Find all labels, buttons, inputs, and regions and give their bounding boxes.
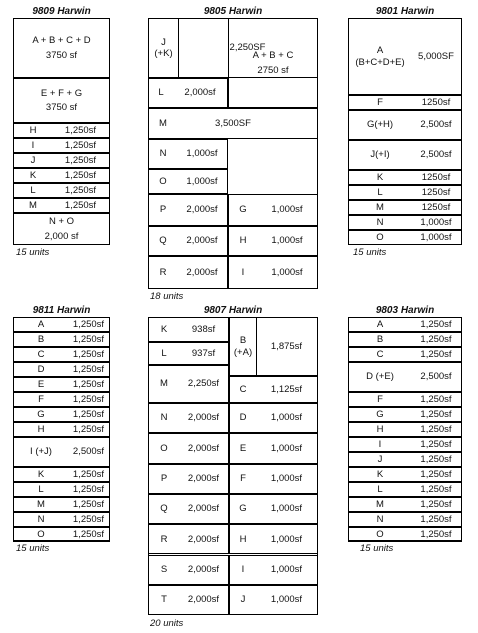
unit-label: M xyxy=(376,201,384,213)
unit-label: H xyxy=(37,423,45,435)
unit-cell xyxy=(229,585,318,615)
unit-label: A (B+C+D+E) xyxy=(355,45,405,68)
unit-label: R xyxy=(160,533,168,545)
unit-cell xyxy=(348,437,462,452)
unit-cell xyxy=(148,169,228,194)
unit-cell xyxy=(13,347,110,362)
unit-cell xyxy=(348,170,462,185)
unit-cell xyxy=(13,437,110,467)
unit-area: 1,250sf xyxy=(72,393,105,405)
unit-area: 1,000sf xyxy=(186,148,218,160)
unit-cell xyxy=(13,198,110,213)
unit-area: 2,000sf xyxy=(187,412,220,424)
unit-area: 1,000sf xyxy=(271,266,303,278)
unit-label: I xyxy=(31,139,35,151)
unit-area: 1,000sf xyxy=(270,594,303,606)
unit-cell xyxy=(13,332,110,347)
unit-label: D (+E) xyxy=(366,371,394,383)
title-9803: 9803 Harwin xyxy=(375,305,435,316)
unit-cell xyxy=(348,332,462,347)
units-count-9807: 20 units xyxy=(150,618,184,629)
unit-label: H xyxy=(29,124,37,136)
unit-cell xyxy=(13,123,110,138)
unit-cell xyxy=(13,422,110,437)
title-9809: 9809 Harwin xyxy=(32,6,91,17)
unit-label: N xyxy=(376,513,384,525)
unit-cell xyxy=(228,256,318,289)
unit-label: J(+I) xyxy=(370,149,390,161)
unit-label: F xyxy=(38,393,44,405)
unit-label: Q xyxy=(159,235,167,247)
unit-cell xyxy=(229,433,318,463)
unit-area: 1,000sf xyxy=(270,412,303,424)
unit-cell xyxy=(348,452,462,467)
unit-area: 1,000sf xyxy=(270,533,303,545)
unit-area: 1,250sf xyxy=(72,333,105,345)
unit-label: C xyxy=(376,348,384,360)
unit-cell xyxy=(148,585,229,615)
unit-area: 1,250sf xyxy=(420,393,452,405)
unit-cell xyxy=(229,555,318,585)
unit-area: 2,000sf xyxy=(184,87,216,99)
unit-area: 2,250SF xyxy=(229,42,266,54)
unit-label: J xyxy=(377,453,383,465)
unit-label: O xyxy=(160,442,168,454)
title-9807: 9807 Harwin xyxy=(203,305,263,316)
unit-label: S xyxy=(160,563,168,575)
unit-cell xyxy=(13,512,110,527)
unit-area: 938sf xyxy=(191,323,216,335)
unit-area: 1250sf xyxy=(421,171,451,183)
unit-cell xyxy=(13,153,110,168)
units-count-9801: 15 units xyxy=(353,247,387,258)
unit-area: 1250sf xyxy=(421,96,451,108)
unit-label: M xyxy=(29,199,37,211)
unit-cell xyxy=(148,524,229,554)
unit-area: 1,250sf xyxy=(64,169,97,181)
unit-label: M xyxy=(37,498,45,510)
unit-label: D xyxy=(37,363,45,375)
title-9801: 9801 Harwin xyxy=(375,6,435,17)
unit-cell xyxy=(229,376,318,403)
unit-cell xyxy=(148,464,229,494)
unit-area: 2,000sf xyxy=(187,442,220,454)
unit-area: 2,000sf xyxy=(187,503,220,515)
unit-cell xyxy=(13,407,110,422)
unit-area: 1,250sf xyxy=(64,139,97,151)
unit-cell xyxy=(348,215,462,230)
unit-area: 1,250sf xyxy=(72,498,105,510)
unit-label: N + O xyxy=(48,216,75,228)
unit-area: 1,000sf xyxy=(271,235,303,247)
unit-area: 1,250sf xyxy=(64,199,97,211)
unit-area: 1,250sf xyxy=(72,318,105,330)
unit-area: 2,500sf xyxy=(420,371,452,383)
unit-cell xyxy=(348,497,462,512)
unit-cell xyxy=(13,78,110,123)
unit-area: 1,250sf xyxy=(72,528,105,540)
unit-area: 3750 sf xyxy=(45,102,78,113)
unit-label: L xyxy=(161,347,167,359)
unit-cell xyxy=(13,362,110,377)
unit-label: G xyxy=(239,204,247,216)
unit-cell xyxy=(148,108,318,139)
unit-area: 1,000sf xyxy=(420,231,452,243)
unit-label: G xyxy=(37,408,45,420)
unit-cell xyxy=(229,524,318,554)
unit-cell xyxy=(148,494,229,524)
unit-label: I (+J) xyxy=(30,446,52,458)
unit-label: M xyxy=(159,117,167,129)
unit-cell xyxy=(13,377,110,392)
unit-label: M xyxy=(160,378,168,390)
units-count-9811: 15 units xyxy=(16,543,50,554)
unit-cell xyxy=(13,467,110,482)
unit-label: A xyxy=(376,318,384,330)
units-count-9809: 15 units xyxy=(16,247,50,258)
unit-area: 1,000sf xyxy=(186,175,218,187)
unit-cell xyxy=(13,317,110,332)
unit-area: 1,250sf xyxy=(420,468,452,480)
unit-cell xyxy=(13,482,110,497)
unit-label: N xyxy=(159,148,167,160)
unit-label: P xyxy=(160,473,168,485)
unit-area: 2,000sf xyxy=(187,594,220,606)
unit-cell xyxy=(348,317,462,332)
unit-cell xyxy=(348,185,462,200)
unit-area: 1,000sf xyxy=(420,216,452,228)
unit-label: H xyxy=(376,423,384,435)
unit-label: O xyxy=(376,528,384,540)
unit-area: 1,250sf xyxy=(420,498,452,510)
unit-cell xyxy=(348,392,462,407)
unit-label: H xyxy=(239,235,247,247)
title-9805: 9805 Harwin xyxy=(203,6,263,17)
unit-area: 2,000sf xyxy=(187,473,220,485)
unit-label: K xyxy=(37,468,45,480)
unit-area: 2,000 sf xyxy=(44,230,79,242)
unit-label: P xyxy=(159,204,167,216)
unit-label: E + F + G xyxy=(40,87,83,99)
unit-label: E xyxy=(239,442,247,454)
unit-label: L xyxy=(30,184,36,196)
unit-area: 1,250sf xyxy=(72,483,105,495)
unit-cell xyxy=(148,365,229,403)
unit-area: 1,250sf xyxy=(72,348,105,360)
unit-area: 2,500sf xyxy=(420,119,452,131)
unit-cell xyxy=(348,347,462,362)
unit-cell xyxy=(348,467,462,482)
unit-label: F xyxy=(377,96,383,108)
unit-cell xyxy=(229,403,318,433)
unit-label: Q xyxy=(160,503,168,515)
unit-cell xyxy=(148,317,229,342)
unit-cell xyxy=(13,497,110,512)
unit-label: G(+H) xyxy=(366,119,394,131)
unit-cell xyxy=(229,464,318,494)
unit-area: 1,125sf xyxy=(270,383,303,395)
unit-cell xyxy=(348,230,462,245)
unit-label: C xyxy=(239,383,247,395)
unit-cell xyxy=(348,200,462,215)
unit-label: G xyxy=(239,503,247,515)
unit-area: 1,000sf xyxy=(271,204,303,216)
unit-cell xyxy=(148,194,228,226)
unit-label: I xyxy=(241,266,245,278)
unit-area: 1,000sf xyxy=(270,503,303,515)
unit-label: L xyxy=(377,186,383,198)
unit-area: 2,500sf xyxy=(420,149,452,161)
unit-label: K xyxy=(160,323,168,335)
unit-cell xyxy=(348,512,462,527)
unit-area: 2,000sf xyxy=(186,204,218,216)
unit-label: A + B + C xyxy=(252,50,294,62)
unit-label: D xyxy=(239,412,247,424)
unit-cell xyxy=(148,226,228,256)
units-count-9803: 15 units xyxy=(360,543,394,554)
unit-area: 1,250sf xyxy=(420,513,452,525)
unit-label: N xyxy=(160,412,168,424)
unit-label: T xyxy=(161,594,167,606)
unit-area: 1,250sf xyxy=(420,423,452,435)
unit-cell xyxy=(228,226,318,256)
unit-area: 1,250sf xyxy=(420,318,452,330)
unit-label: L xyxy=(38,483,44,495)
unit-label: K xyxy=(376,468,384,480)
unit-area: 1,875sf xyxy=(270,340,303,352)
unit-label: O xyxy=(376,231,384,243)
unit-area: 1,250sf xyxy=(64,154,97,166)
unit-area: 1,250sf xyxy=(72,378,105,390)
unit-area: 1,250sf xyxy=(64,124,97,136)
unit-cell xyxy=(148,342,229,365)
unit-area: 1250sf xyxy=(421,201,451,213)
unit-label: J (+K) xyxy=(149,19,179,77)
unit-label: J xyxy=(240,594,246,606)
unit-label: C xyxy=(37,348,45,360)
units-count-9805: 18 units xyxy=(150,291,184,302)
unit-cell xyxy=(13,392,110,407)
unit-label: K xyxy=(29,169,37,181)
unit-label: B xyxy=(376,333,384,345)
unit-cell xyxy=(348,422,462,437)
unit-cell xyxy=(13,213,110,245)
unit-area: 1,250sf xyxy=(72,408,105,420)
unit-cell xyxy=(13,18,110,78)
unit-area: 1,250sf xyxy=(420,453,452,465)
unit-area: 1,250sf xyxy=(420,333,452,345)
unit-area: 1,000sf xyxy=(270,563,303,575)
unit-area: 1,250sf xyxy=(420,528,452,540)
unit-label: K xyxy=(376,171,384,183)
unit-area: 1,250sf xyxy=(72,468,105,480)
unit-area: 3,500SF xyxy=(215,117,251,129)
unit-area: 1,250sf xyxy=(420,348,452,360)
unit-cell xyxy=(229,317,318,376)
unit-area: 3750 sf xyxy=(45,49,78,61)
unit-label: O xyxy=(159,175,167,187)
unit-cell xyxy=(148,555,229,585)
unit-label: L xyxy=(377,483,383,495)
unit-cell xyxy=(228,18,318,108)
unit-area: 1,000sf xyxy=(270,442,303,454)
unit-area: 1,250sf xyxy=(72,423,105,435)
unit-cell xyxy=(348,110,462,140)
unit-label: L xyxy=(158,87,164,99)
unit-cell xyxy=(348,140,462,170)
unit-label: R xyxy=(159,266,167,278)
unit-area: 1,250sf xyxy=(420,483,452,495)
unit-area: 2,000sf xyxy=(187,533,220,545)
unit-area: 2,000sf xyxy=(186,235,218,247)
title-9811: 9811 Harwin xyxy=(32,305,91,316)
unit-cell xyxy=(13,168,110,183)
unit-area: 1,250sf xyxy=(72,363,105,375)
unit-area: 2750 sf xyxy=(257,64,289,76)
unit-label: J xyxy=(30,154,36,166)
unit-cell xyxy=(148,139,228,169)
unit-label: B (+A) xyxy=(230,318,257,375)
unit-cell xyxy=(348,527,462,542)
unit-cell xyxy=(148,433,229,463)
unit-label: H xyxy=(239,533,247,545)
unit-area: 2,000sf xyxy=(187,563,220,575)
unit-area: 5,000SF xyxy=(418,50,454,62)
unit-label: M xyxy=(376,498,384,510)
unit-label: E xyxy=(37,378,45,390)
unit-area: 1,250sf xyxy=(420,438,452,450)
unit-cell xyxy=(348,95,462,110)
unit-cell xyxy=(348,407,462,422)
unit-area: 2,000sf xyxy=(186,266,218,278)
unit-label: I xyxy=(378,438,382,450)
unit-area: 1,250sf xyxy=(420,408,452,420)
unit-cell xyxy=(13,138,110,153)
unit-area: 1,000sf xyxy=(270,473,303,485)
unit-cell xyxy=(148,403,229,433)
unit-area: 2,500sf xyxy=(72,446,105,458)
unit-cell xyxy=(348,18,462,95)
unit-label: B xyxy=(37,333,45,345)
unit-label: A + B + C + D xyxy=(32,35,91,47)
unit-label: A xyxy=(37,318,45,330)
unit-cell xyxy=(228,194,318,226)
unit-label: N xyxy=(376,216,384,228)
unit-area: 1,250sf xyxy=(64,184,97,196)
unit-label: F xyxy=(240,473,246,485)
unit-area: 1250sf xyxy=(421,186,451,198)
unit-cell xyxy=(13,527,110,542)
unit-area: 937sf xyxy=(191,347,216,359)
unit-cell xyxy=(148,78,228,108)
unit-label: G xyxy=(376,408,384,420)
unit-cell xyxy=(348,482,462,497)
unit-area: 2,250sf xyxy=(187,378,220,390)
unit-label: O xyxy=(37,528,45,540)
unit-label: F xyxy=(377,393,383,405)
unit-label: I xyxy=(241,563,245,575)
unit-label: N xyxy=(37,513,45,525)
unit-cell xyxy=(229,494,318,524)
unit-cell xyxy=(348,362,462,392)
unit-cell xyxy=(13,183,110,198)
unit-area: 1,250sf xyxy=(72,513,105,525)
unit-cell xyxy=(148,256,228,289)
